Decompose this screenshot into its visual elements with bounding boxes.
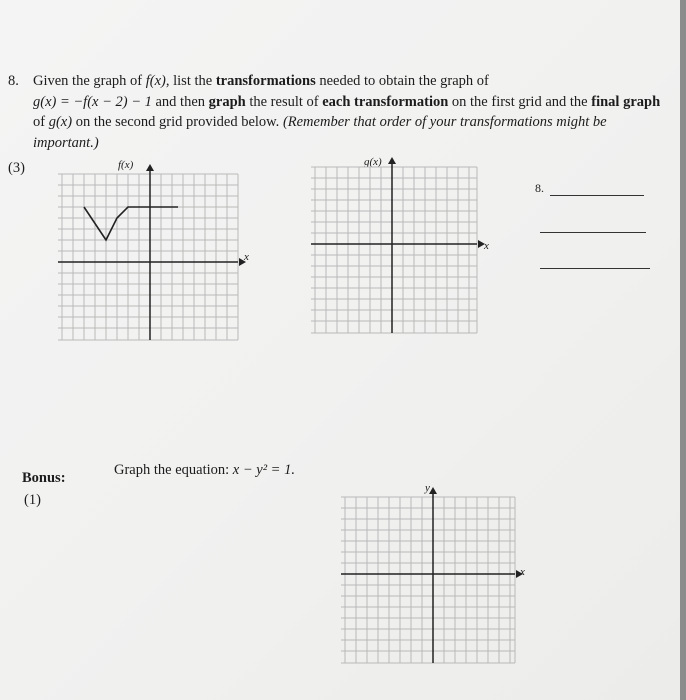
question-line-2 [33,94,660,111]
bonus-grid [335,485,535,670]
prompt-text: of [33,114,46,130]
graph1-label: f(x) [118,159,134,171]
bonus-label: Bonus: [22,470,66,486]
page-edge [680,0,686,700]
question-points: (3) [8,160,25,176]
graph2-grid [305,157,495,337]
bonus-text: Graph the equation: [114,462,230,478]
answer-blank-2[interactable] [540,232,646,233]
prompt-text: the result of [249,94,319,110]
fx-curve [84,207,178,240]
gx-definition: g(x) = −f(x − 2) − 1 [33,94,152,110]
answer-blank-3[interactable] [540,268,650,269]
prompt-bold: final graph [591,94,661,110]
prompt-note: important.) [33,135,99,151]
prompt-bold: transformations [215,73,316,89]
question-number: 8. [8,73,19,89]
answer-number: 8. [535,181,544,195]
bonus-prompt [114,462,295,479]
prompt-text: on the first grid and the [451,94,588,110]
prompt-text: Given the graph of [33,73,143,89]
graph1-x-axis-label: x [244,251,249,263]
prompt-text: needed to obtain the graph of [319,73,489,89]
prompt-text: and then [155,94,206,110]
question-line-4 [33,135,99,152]
prompt-bold: graph [208,94,246,110]
graph2-label: g(x) [364,156,382,168]
bonus-equation: x − y² = 1. [232,462,295,478]
bonus-points: (1) [24,492,41,508]
prompt-note: (Remember that order of your transformations might be [282,114,607,130]
graph1-grid [50,160,250,350]
graph2-x-axis-label: x [484,240,489,252]
bonus-x-axis-label: x [520,566,525,578]
prompt-text: on the second grid provided below. [75,114,280,130]
gx-notation: g(x) [48,114,73,130]
answer-blank-1[interactable] [550,195,644,196]
prompt-text: , list the [165,73,213,89]
fx-notation: f(x) [145,73,166,89]
bonus-y-axis-label: y [425,482,430,494]
question-line-3 [33,114,607,131]
question-line-1 [33,73,489,90]
prompt-bold: each transformation [322,94,449,110]
